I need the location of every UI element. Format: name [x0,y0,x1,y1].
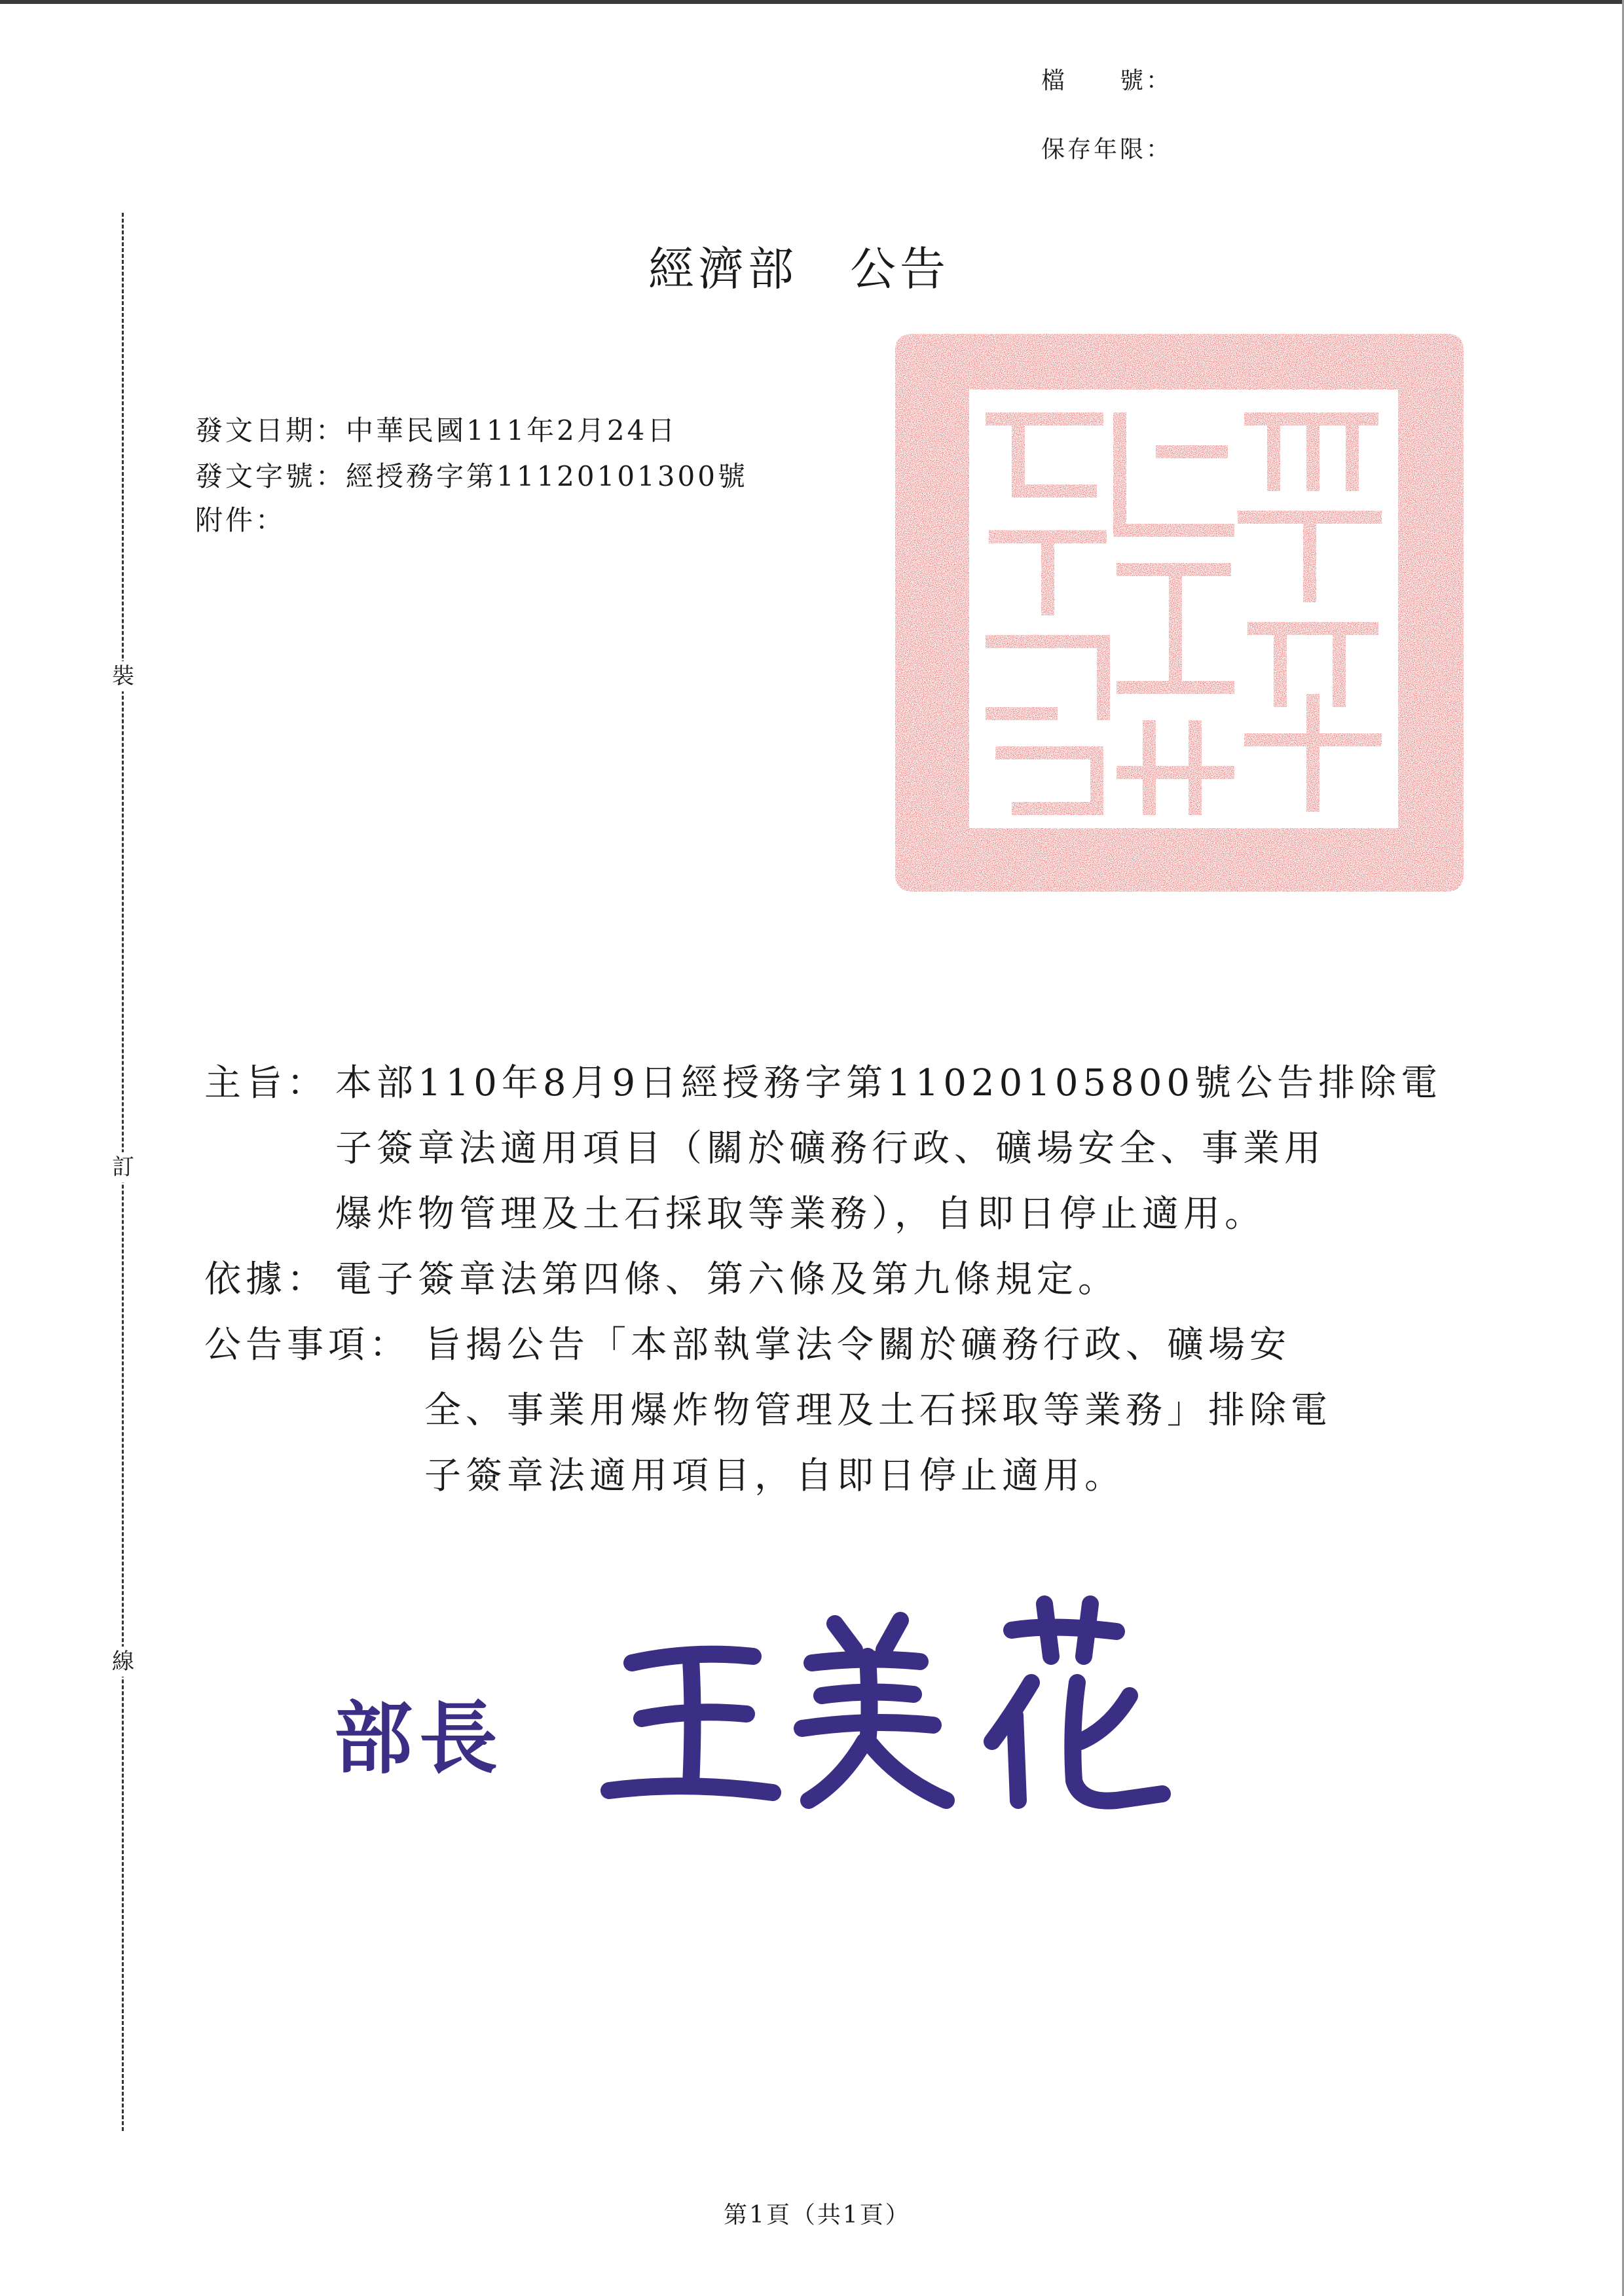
binding-char-ding: 訂 [111,1152,135,1182]
seal-glyphs [992,419,1375,809]
scan-top-edge [0,0,1624,4]
title-doc-type: 公告 [850,242,950,296]
subject-label: 主旨： [204,1062,328,1104]
document-reference-number: 發文字號：經授務字第11120101300號 [195,460,748,492]
archive-number-label: 檔 號： [1041,67,1173,94]
notice-line: 旨揭公告「本部執掌法令關於礦務行政、礦場安 [424,1324,1291,1366]
notice-items-label: 公告事項： [204,1324,411,1366]
basis-line: 電子簽章法第四條、第六條及第九條規定。 [335,1258,1119,1301]
minister-signature [593,1584,1195,1820]
title-agency: 經濟部 [648,242,798,296]
attachment-label: 附件： [195,504,286,536]
notice-line: 全、事業用爆炸物管理及土石採取等業務」排除電 [424,1389,1332,1432]
minister-title: 部長 [334,1692,504,1785]
notice-line: 子簽章法適用項目，自即日停止適用。 [424,1455,1126,1497]
issue-date: 發文日期：中華民國111年2月24日 [195,414,678,446]
basis-label: 依據： [204,1258,328,1301]
subject-line: 子簽章法適用項目（關於礦務行政、礦場安全、事業用 [335,1127,1325,1170]
subject-line: 爆炸物管理及土石採取等業務），自即日停止適用。 [335,1193,1266,1235]
document-title [648,232,950,299]
binding-char-zhuang: 裝 [111,661,135,691]
retention-period-label: 保存年限： [1041,136,1173,163]
binding-char-xian: 線 [111,1647,135,1677]
official-seal [887,321,1473,903]
subject-line: 本部110年8月9日經授務字第11020105800號公告排除電 [335,1062,1443,1104]
page-number-footer: 第1頁（共1頁） [724,2202,911,2229]
